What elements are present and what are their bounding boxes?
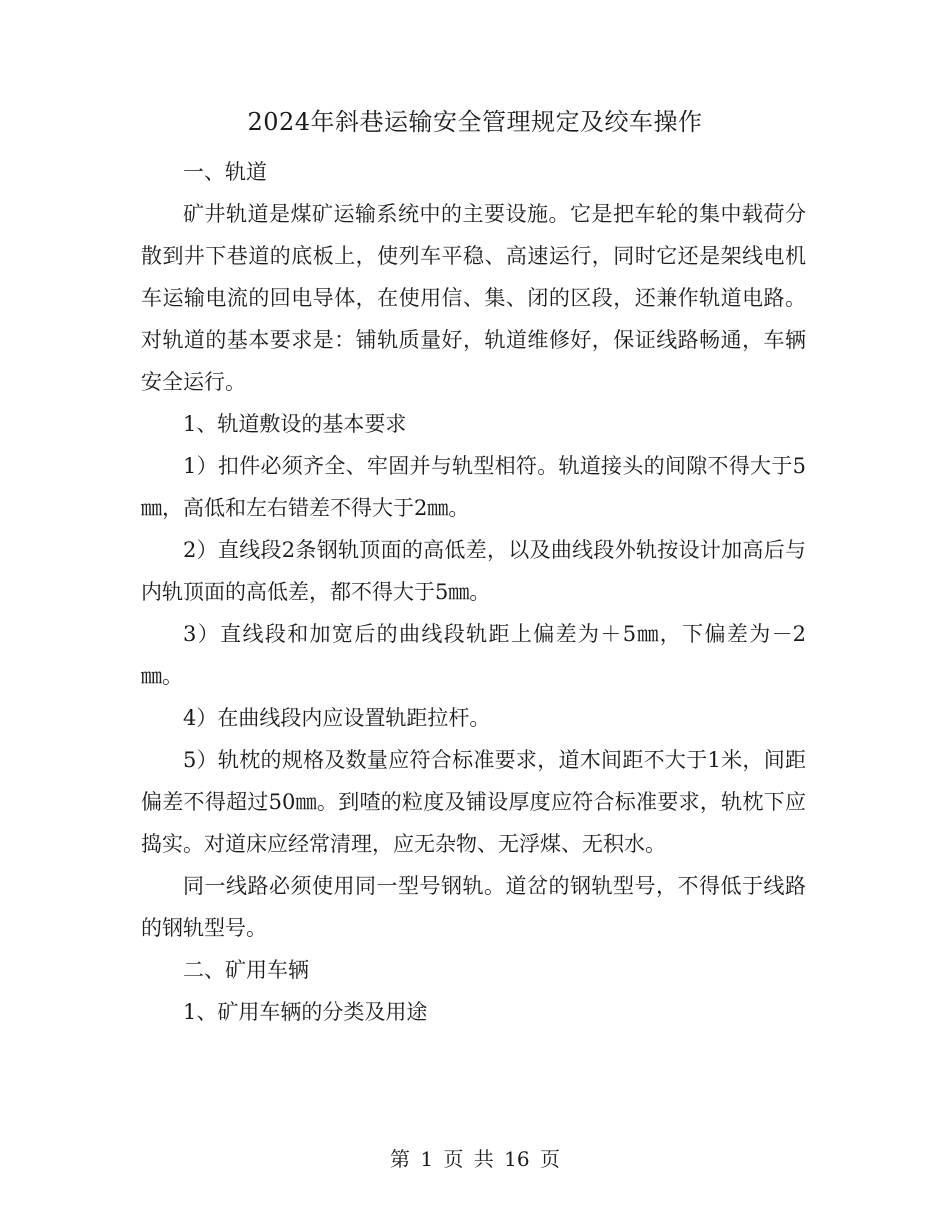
subsection-heading: 1、轨道敷设的基本要求 <box>183 412 407 436</box>
paragraph: 矿井轨道是煤矿运输系统中的主要设施。它是把车轮的集中载荷分散到井下巷道的底板上，使列车平稳、高速运行，同时它还是架线电机车运输电流的回电导体，在使用信、集、闭的区段，还兼作轨道电路。对轨道的基本要求是：铺轨质量好，轨道维修好，保证线路畅通，车辆安全运行。 <box>141 202 806 394</box>
paragraph: 同一线路必须使用同一型号钢轨。道岔的钢轨型号，不得低于线路的钢轨型号。 <box>141 874 806 940</box>
list-item: 5）轨枕的规格及数量应符合标准要求，道木间距不大于1米，间距偏差不得超过50㎜。到喳的粒度及铺设厚度应符合标准要求，轨枕下应捣实。对道床应经常清理，应无杂物、无浮煤、无积水。 <box>141 748 806 856</box>
list-item: 1）扣件必须齐全、牢固并与轨型相符。轨道接头的间隙不得大于5㎜，高低和左右错差不得大于2㎜。 <box>141 454 806 520</box>
section-heading: 二、矿用车辆 <box>183 958 309 982</box>
subsection-heading: 1、矿用车辆的分类及用途 <box>183 1000 428 1024</box>
page-number-footer: 第 1 页 共 16 页 <box>390 1147 560 1171</box>
section-heading: 一、轨道 <box>183 160 267 184</box>
list-item: 4）在曲线段内应设置轨距拉杆。 <box>183 706 491 730</box>
document-body <box>141 151 806 1033</box>
document-title: 2024年斜巷运输安全管理规定及绞车操作 <box>247 108 703 136</box>
list-item: 3）直线段和加宽后的曲线段轨距上偏差为＋5㎜，下偏差为－2㎜。 <box>141 622 806 688</box>
list-item: 2）直线段2条钢轨顶面的高低差，以及曲线段外轨按设计加高后与内轨顶面的高低差，都不得大于5㎜。 <box>141 538 806 604</box>
